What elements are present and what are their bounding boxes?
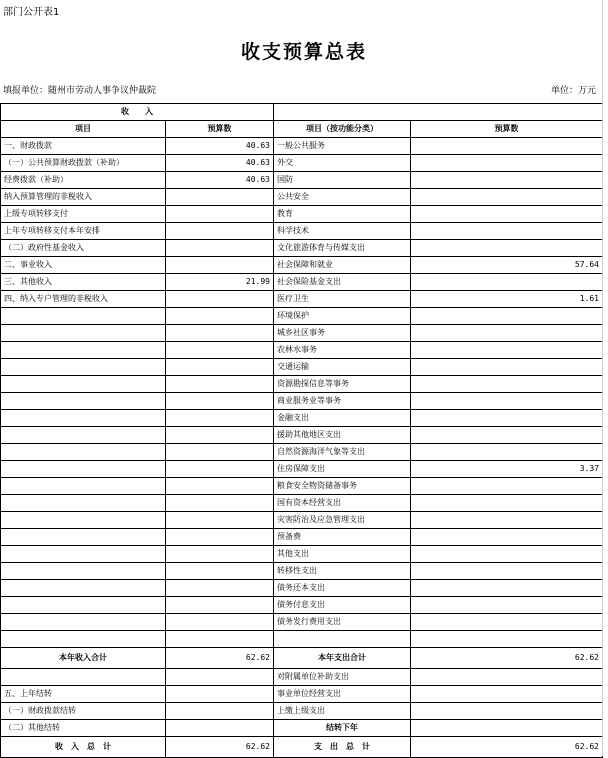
expense-item: 社会保障和就业	[274, 257, 411, 274]
expense-item: 转移性支出	[274, 563, 411, 580]
table-row	[1, 631, 603, 648]
income-value	[166, 342, 274, 359]
table-row	[1, 376, 603, 393]
table-row	[1, 512, 603, 529]
expense-item: 一般公共服务	[274, 138, 411, 155]
table-row	[1, 614, 603, 631]
expense-value	[411, 308, 603, 325]
total-expense-value: 62.62	[411, 737, 603, 758]
expense-value	[411, 495, 603, 512]
income-value	[166, 206, 274, 223]
table-row	[1, 291, 603, 308]
table-row	[1, 427, 603, 444]
col-item-header: 项目	[1, 121, 166, 138]
income-value	[166, 444, 274, 461]
income-value	[166, 376, 274, 393]
income-item: 纳入预算管理的非税收入	[1, 189, 166, 206]
table-row	[1, 223, 603, 240]
expense-item: 城乡社区事务	[274, 325, 411, 342]
expense-value	[411, 138, 603, 155]
expense-item: 科学技术	[274, 223, 411, 240]
total-income-value: 62.62	[166, 737, 274, 758]
table-row	[1, 274, 603, 291]
expense-item: 债务付息支出	[274, 597, 411, 614]
income-item	[1, 512, 166, 529]
table-row	[1, 546, 603, 563]
expense-value	[411, 240, 603, 257]
expense-value	[411, 410, 603, 427]
income-item	[1, 325, 166, 342]
table-row	[1, 597, 603, 614]
total-expense-value: 62.62	[411, 648, 603, 669]
income-value	[166, 393, 274, 410]
expense-item: 外交	[274, 155, 411, 172]
income-value	[166, 359, 274, 376]
income-value: 21.99	[166, 274, 274, 291]
expense-value	[411, 563, 603, 580]
income-value	[166, 631, 274, 648]
budget-table	[0, 103, 603, 758]
total-expense-label: 本年支出合计	[274, 648, 411, 669]
expense-value	[411, 529, 603, 546]
income-item	[1, 359, 166, 376]
expense-value	[411, 172, 603, 189]
grand-total-row	[1, 737, 603, 758]
income-item	[1, 669, 166, 686]
expense-value	[411, 359, 603, 376]
column-header-row	[1, 121, 603, 138]
table-row	[1, 257, 603, 274]
income-value	[166, 686, 274, 703]
income-item	[1, 546, 166, 563]
expense-item: 债务还本支出	[274, 580, 411, 597]
expense-item: 对附属单位补助支出	[274, 669, 411, 686]
income-item	[1, 410, 166, 427]
table-row	[1, 325, 603, 342]
table-row	[1, 720, 603, 737]
table-row	[1, 155, 603, 172]
table-row	[1, 478, 603, 495]
year-total-row	[1, 648, 603, 669]
expense-item: 灾害防治及应急管理支出	[274, 512, 411, 529]
filing-unit: 填报单位：随州市劳动人事争议仲裁院	[3, 86, 157, 96]
table-row	[1, 206, 603, 223]
income-value	[166, 720, 274, 737]
table-row	[1, 495, 603, 512]
income-value	[166, 546, 274, 563]
spreadsheet-gridline	[602, 0, 608, 756]
income-value: 40.63	[166, 138, 274, 155]
col-budget-right-header: 预算数	[411, 121, 603, 138]
income-item	[1, 597, 166, 614]
table-row	[1, 172, 603, 189]
income-item: （二）政府性基金收入	[1, 240, 166, 257]
income-value	[166, 189, 274, 206]
sheet-label: 部门公开表1	[3, 7, 60, 18]
expense-item	[274, 631, 411, 648]
income-item	[1, 342, 166, 359]
expense-item: 交通运输	[274, 359, 411, 376]
table-row	[1, 308, 603, 325]
income-value	[166, 257, 274, 274]
income-item	[1, 478, 166, 495]
income-item	[1, 308, 166, 325]
expense-item: 教育	[274, 206, 411, 223]
expense-value	[411, 427, 603, 444]
total-income-label: 收 入 总 计	[1, 737, 166, 758]
income-item	[1, 393, 166, 410]
expense-value	[411, 376, 603, 393]
expense-value: 1.61	[411, 291, 603, 308]
col-item-right-header: 项目（按功能分类）	[274, 121, 411, 138]
income-value	[166, 240, 274, 257]
income-value	[166, 495, 274, 512]
expense-item: 结转下年	[274, 720, 411, 737]
expense-value	[411, 703, 603, 720]
income-item	[1, 427, 166, 444]
expense-section-header	[274, 104, 603, 121]
income-value	[166, 461, 274, 478]
table-row	[1, 359, 603, 376]
table-row	[1, 342, 603, 359]
expense-item: 国有资本经营支出	[274, 495, 411, 512]
income-value	[166, 597, 274, 614]
income-value	[166, 529, 274, 546]
expense-item: 商业服务业等事务	[274, 393, 411, 410]
expense-value	[411, 631, 603, 648]
income-value	[166, 427, 274, 444]
expense-item: 社会保险基金支出	[274, 274, 411, 291]
income-item	[1, 529, 166, 546]
income-item: 五、上年结转	[1, 686, 166, 703]
income-value	[166, 308, 274, 325]
income-value: 40.63	[166, 172, 274, 189]
income-item: （一）财政拨款结转	[1, 703, 166, 720]
income-item: 经费拨款（补助）	[1, 172, 166, 189]
income-value	[166, 669, 274, 686]
income-item: 上级专项转移支付	[1, 206, 166, 223]
expense-value	[411, 342, 603, 359]
page-title: 收支预算总表	[240, 41, 367, 63]
income-item: 二、事业收入	[1, 257, 166, 274]
expense-value	[411, 720, 603, 737]
income-value	[166, 580, 274, 597]
total-expense-label: 支 出 总 计	[274, 737, 411, 758]
expense-value	[411, 274, 603, 291]
expense-value	[411, 444, 603, 461]
income-item	[1, 580, 166, 597]
expense-value	[411, 686, 603, 703]
expense-item: 国防	[274, 172, 411, 189]
expense-item: 事业单位经营支出	[274, 686, 411, 703]
expense-item: 资源勘探信息等事务	[274, 376, 411, 393]
income-value	[166, 410, 274, 427]
income-value	[166, 614, 274, 631]
table-row	[1, 444, 603, 461]
income-value: 40.63	[166, 155, 274, 172]
expense-item: 农林水事务	[274, 342, 411, 359]
table-row	[1, 669, 603, 686]
table-row	[1, 189, 603, 206]
income-item	[1, 495, 166, 512]
col-budget-header: 预算数	[166, 121, 274, 138]
income-item: 一、财政拨款	[1, 138, 166, 155]
expense-value	[411, 223, 603, 240]
table-row	[1, 686, 603, 703]
expense-value	[411, 614, 603, 631]
expense-value	[411, 597, 603, 614]
income-value	[166, 223, 274, 240]
income-item: （一）公共预算财政拨款（补助）	[1, 155, 166, 172]
expense-value	[411, 189, 603, 206]
income-item	[1, 631, 166, 648]
expense-item: 公共安全	[274, 189, 411, 206]
total-income-value: 62.62	[166, 648, 274, 669]
expense-item: 住房保障支出	[274, 461, 411, 478]
expense-value	[411, 580, 603, 597]
expense-value	[411, 669, 603, 686]
table-row	[1, 410, 603, 427]
income-item	[1, 563, 166, 580]
total-income-label: 本年收入合计	[1, 648, 166, 669]
section-header-row	[1, 104, 603, 121]
table-row	[1, 703, 603, 720]
table-row	[1, 393, 603, 410]
expense-value	[411, 512, 603, 529]
income-item: （二）其他结转	[1, 720, 166, 737]
income-value	[166, 478, 274, 495]
expense-value: 57.64	[411, 257, 603, 274]
expense-value	[411, 478, 603, 495]
expense-item: 粮食安全物资储备事务	[274, 478, 411, 495]
currency-unit: 单位：万元	[550, 86, 596, 96]
expense-value: 3.37	[411, 461, 603, 478]
income-value	[166, 512, 274, 529]
expense-item: 其他支出	[274, 546, 411, 563]
income-item: 三、其他收入	[1, 274, 166, 291]
income-value	[166, 325, 274, 342]
table-row	[1, 529, 603, 546]
expense-item: 援助其他地区支出	[274, 427, 411, 444]
expense-value	[411, 206, 603, 223]
table-row	[1, 563, 603, 580]
expense-item: 医疗卫生	[274, 291, 411, 308]
income-value	[166, 563, 274, 580]
income-item	[1, 376, 166, 393]
table-row	[1, 461, 603, 478]
expense-value	[411, 393, 603, 410]
table-row	[1, 138, 603, 155]
expense-value	[411, 325, 603, 342]
income-item	[1, 461, 166, 478]
income-item: 上年专项转移支付本年安排	[1, 223, 166, 240]
expense-item: 文化旅游体育与传媒支出	[274, 240, 411, 257]
income-item	[1, 614, 166, 631]
table-row	[1, 580, 603, 597]
expense-item: 环境保护	[274, 308, 411, 325]
expense-item: 预备费	[274, 529, 411, 546]
expense-item: 债务发行费用支出	[274, 614, 411, 631]
income-section-header: 收 入	[1, 104, 274, 121]
income-value	[166, 291, 274, 308]
expense-item: 金融支出	[274, 410, 411, 427]
table-row	[1, 240, 603, 257]
expense-value	[411, 155, 603, 172]
expense-value	[411, 546, 603, 563]
expense-item: 自然资源海洋气象等支出	[274, 444, 411, 461]
income-value	[166, 703, 274, 720]
income-item: 四、纳入专户管理的非税收入	[1, 291, 166, 308]
expense-item: 上缴上级支出	[274, 703, 411, 720]
income-item	[1, 444, 166, 461]
